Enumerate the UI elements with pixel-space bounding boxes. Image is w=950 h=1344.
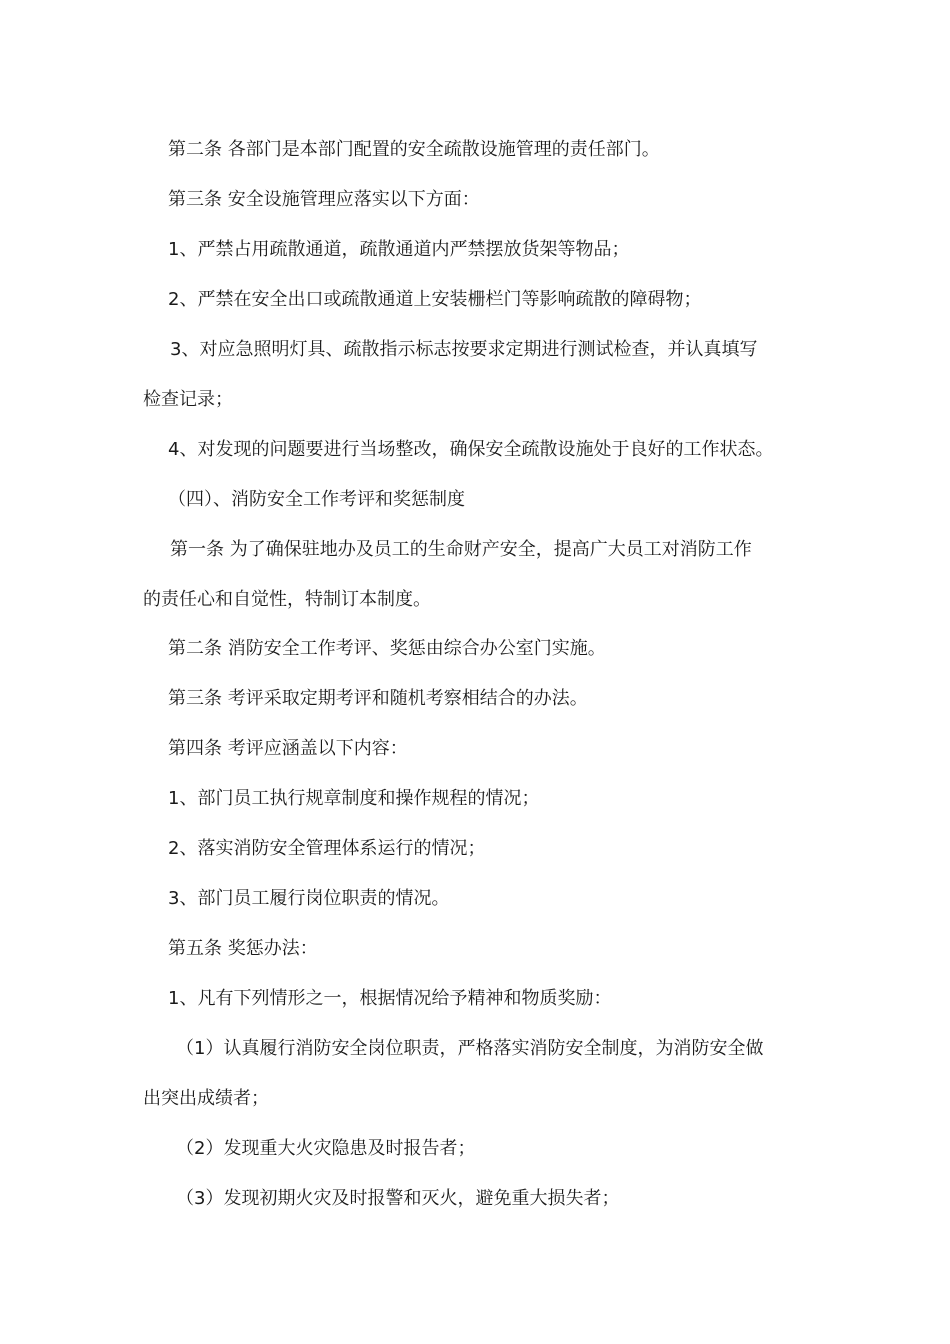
reward-subitem-1: （1）认真履行消防安全岗位职责，严格落实消防安全制度，为消防安全做 bbox=[176, 1038, 764, 1059]
article-5-heading: 第五条 奖惩办法： bbox=[168, 938, 318, 959]
content-item-3: 3、部门员工履行岗位职责的情况。 bbox=[168, 888, 450, 909]
article-3-method: 第三条 考评采取定期考评和随机考察相结合的办法。 bbox=[168, 688, 588, 709]
article-4-heading: 第四条 考评应涵盖以下内容： bbox=[168, 738, 408, 759]
article-1-purpose: 第一条 为了确保驻地办及员工的生命财产安全，提高广大员工对消防工作 bbox=[170, 539, 752, 560]
article-2-responsibility: 第二条 各部门是本部门配置的安全疏散设施管理的责任部门。 bbox=[168, 139, 660, 160]
content-item-1: 1、部门员工执行规章制度和操作规程的情况； bbox=[168, 788, 540, 809]
reward-subitem-1-continuation: 出突出成绩者； bbox=[143, 1088, 269, 1109]
article-1-continuation: 的责任心和自觉性，特制订本制度。 bbox=[143, 589, 431, 610]
reward-subitem-2: （2）发现重大火灾隐患及时报告者； bbox=[176, 1138, 476, 1159]
list-item-3: 3、对应急照明灯具、疏散指示标志按要求定期进行测试检查，并认真填写 bbox=[170, 339, 758, 360]
list-item-1: 1、严禁占用疏散通道，疏散通道内严禁摆放货架等物品； bbox=[168, 239, 630, 260]
content-item-2: 2、落实消防安全管理体系运行的情况； bbox=[168, 838, 486, 859]
list-item-4: 4、对发现的问题要进行当场整改，确保安全疏散设施处于良好的工作状态。 bbox=[168, 439, 774, 460]
reward-subitem-3: （3）发现初期火灾及时报警和灭火，避免重大损失者； bbox=[176, 1188, 620, 1209]
section-heading-4: （四）、消防安全工作考评和奖惩制度 bbox=[168, 489, 465, 510]
list-item-2: 2、严禁在安全出口或疏散通道上安装栅栏门等影响疏散的障碍物； bbox=[168, 289, 702, 310]
article-3-heading: 第三条 安全设施管理应落实以下方面： bbox=[168, 189, 480, 210]
list-item-3-continuation: 检查记录； bbox=[143, 389, 233, 410]
reward-item-1: 1、凡有下列情形之一，根据情况给予精神和物质奖励： bbox=[168, 988, 612, 1009]
article-2-implementation: 第二条 消防安全工作考评、奖惩由综合办公室门实施。 bbox=[168, 638, 606, 659]
